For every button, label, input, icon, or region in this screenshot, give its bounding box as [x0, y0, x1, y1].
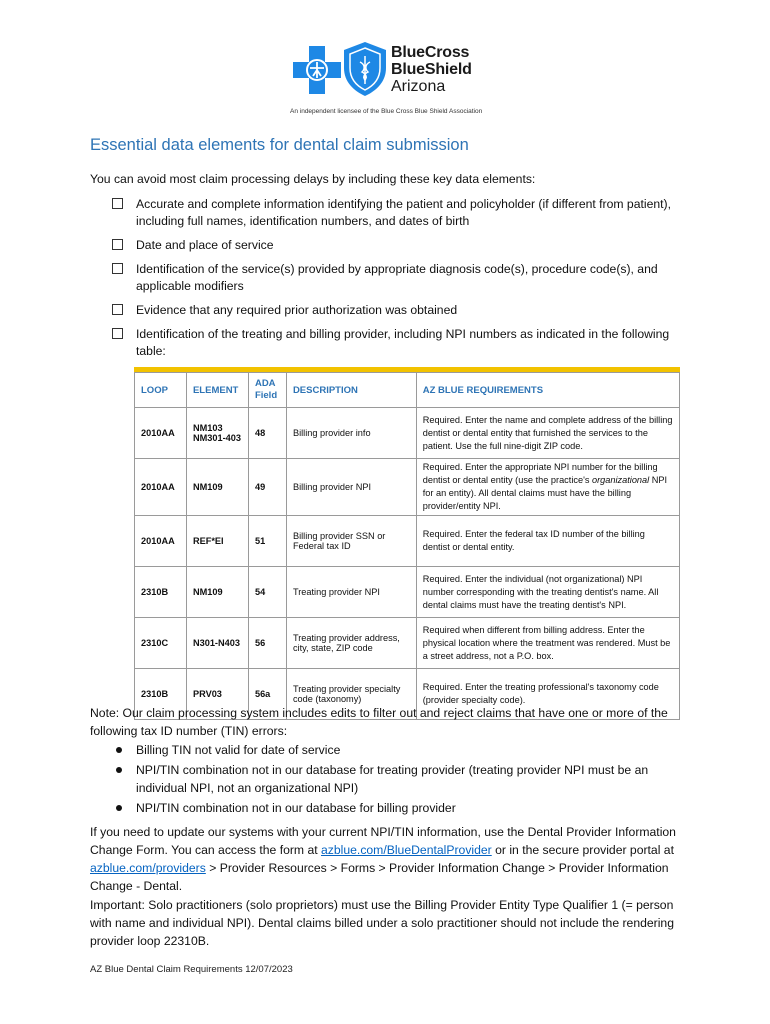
checkbox-icon: [112, 239, 123, 250]
providers-portal-link[interactable]: azblue.com/providers: [90, 861, 206, 875]
header-description: DESCRIPTION: [286, 373, 416, 408]
para1-text-b: or in the secure provider portal at: [491, 843, 674, 857]
cell-element: NM109: [186, 459, 248, 516]
checkbox-icon: [112, 198, 123, 209]
checklist-item: [112, 196, 682, 230]
checkbox-icon: [112, 263, 123, 274]
checklist-item: [112, 261, 682, 295]
cell-loop: 2310B: [135, 567, 187, 618]
cell-description: Treating provider NPI: [286, 567, 416, 618]
logo-line3: Arizona: [391, 78, 446, 95]
checklist-item: [112, 326, 682, 360]
list-item: NPI/TIN combination not in our database for billing provider: [112, 799, 687, 817]
data-elements-checklist: [112, 196, 682, 367]
table-row: [135, 516, 680, 567]
table-body: [135, 408, 680, 720]
cell-requirement: Required when different from billing address. Enter the physical location where the treatment was rendered. Must be a street address, not a P.O. box.: [416, 618, 679, 669]
cell-loop: 2310C: [135, 618, 187, 669]
cell-element: NM109: [186, 567, 248, 618]
header-requirements: AZ BLUE REQUIREMENTS: [416, 373, 679, 408]
cell-ada-field: 56: [248, 618, 286, 669]
cell-element: N301-N403: [186, 618, 248, 669]
table-row: [135, 567, 680, 618]
page-title: Essential data elements for dental claim submission: [90, 136, 469, 154]
list-item: Billing TIN not valid for date of service: [112, 741, 687, 759]
cell-element: NM103 NM301-403: [186, 408, 248, 459]
cell-description: Billing provider SSN or Federal tax ID: [286, 516, 416, 567]
para1-text-c: > Provider Resources > Forms > Provider Information Change > Provider Information Change - Dental.: [90, 861, 669, 893]
table-row: [135, 618, 680, 669]
cell-requirement: Required. Enter the appropriate NPI number for the billing dentist or dental entity (use the practice's organizational NPI for an entity). All dental claims must have the billing provider/entity NPI.: [416, 459, 679, 516]
checklist-item-text: Identification of the treating and billing provider, including NPI numbers as indicated in the following table:: [136, 327, 670, 358]
header-loop: LOOP: [135, 373, 187, 408]
cell-loop: 2010AA: [135, 459, 187, 516]
cell-requirement: Required. Enter the treating professional's taxonomy code (provider specialty code).: [416, 669, 679, 720]
header-ada-line1: ADA: [254, 378, 276, 389]
cell-description: Treating provider address, city, state, ZIP code: [286, 618, 416, 669]
blue-dental-provider-link[interactable]: azblue.com/BlueDentalProvider: [321, 843, 492, 857]
logo-line2: BlueShield: [391, 61, 472, 78]
update-info-paragraph: [90, 823, 690, 895]
cell-description: Treating provider specialty code (taxonomy): [286, 669, 416, 720]
header-ada-field: [248, 373, 286, 408]
cell-requirement: Required. Enter the individual (not organizational) NPI number corresponding with the treating dentist's name. All dental claims must have the treating dentist's NPI.: [416, 567, 679, 618]
cell-description: Billing provider NPI: [286, 459, 416, 516]
cell-description: Billing provider info: [286, 408, 416, 459]
table-header-row: [135, 373, 680, 408]
checkbox-icon: [112, 328, 123, 339]
cell-loop: 2010AA: [135, 408, 187, 459]
checklist-item-text: Accurate and complete information identifying the patient and policyholder (if different from patient), including full names, identification numbers, and dates of birth: [136, 197, 671, 228]
logo-wordmark: [391, 44, 472, 95]
logo-line1: BlueCross: [391, 44, 470, 61]
cell-ada-field: 49: [248, 459, 286, 516]
bcbs-logo: [290, 42, 493, 117]
checklist-item-text: Identification of the service(s) provided by appropriate diagnosis code(s), procedure code(s), and applicable modifiers: [136, 262, 658, 293]
para1-text-a: If you need to update our systems with your current NPI/TIN information, use the Dental Provider Information Change Form. You can access the form at: [90, 825, 676, 857]
table-row: [135, 459, 680, 516]
checklist-item: [112, 302, 682, 319]
checkbox-icon: [112, 304, 123, 315]
header-ada-line2: Field: [254, 390, 278, 401]
cell-requirement: Required. Enter the name and complete address of the billing dentist or dental entity that furnished the services to the patient. Use the full nine-digit ZIP code.: [416, 408, 679, 459]
table-row: [135, 408, 680, 459]
cell-requirement: Required. Enter the federal tax ID number of the billing dentist or dental entity.: [416, 516, 679, 567]
cell-ada-field: 51: [248, 516, 286, 567]
checklist-item-text: Date and place of service: [136, 238, 274, 252]
blue-cross-icon: [293, 46, 341, 94]
intro-text: You can avoid most claim processing delays by including these key data elements:: [90, 172, 536, 186]
cell-element: REF*EI: [186, 516, 248, 567]
cell-ada-field: 56a: [248, 669, 286, 720]
cell-loop: 2310B: [135, 669, 187, 720]
important-paragraph: Important: Solo practitioners (solo proprietors) must use the Billing Provider Entity Type Qualifier 1 (= person with name and individual NPI). Dental claims billed under a solo practitioner should not include the rendering provider loop 22310B.: [90, 898, 674, 948]
tin-errors-list: [112, 741, 687, 819]
note-text: Note: Our claim processing system includes edits to filter out and reject claims that have one or more of the following tax ID number (TIN) errors:: [90, 706, 668, 738]
cell-element: PRV03: [186, 669, 248, 720]
cell-loop: 2010AA: [135, 516, 187, 567]
list-item: NPI/TIN combination not in our database for treating provider (treating provider NPI must be an individual NPI, not an organizational NPI): [112, 761, 687, 797]
header-element: ELEMENT: [186, 373, 248, 408]
page-footer: AZ Blue Dental Claim Requirements 12/07/2023: [90, 964, 293, 975]
cell-ada-field: 48: [248, 408, 286, 459]
requirements-table-wrapper: [134, 367, 680, 720]
checklist-item: [112, 237, 682, 254]
checklist-item-text: Evidence that any required prior authorization was obtained: [136, 303, 458, 317]
blue-shield-icon: [344, 42, 386, 96]
requirements-table: [134, 372, 680, 720]
cell-ada-field: 54: [248, 567, 286, 618]
logo-tagline: An independent licensee of the Blue Cross Blue Shield Association: [290, 108, 483, 115]
